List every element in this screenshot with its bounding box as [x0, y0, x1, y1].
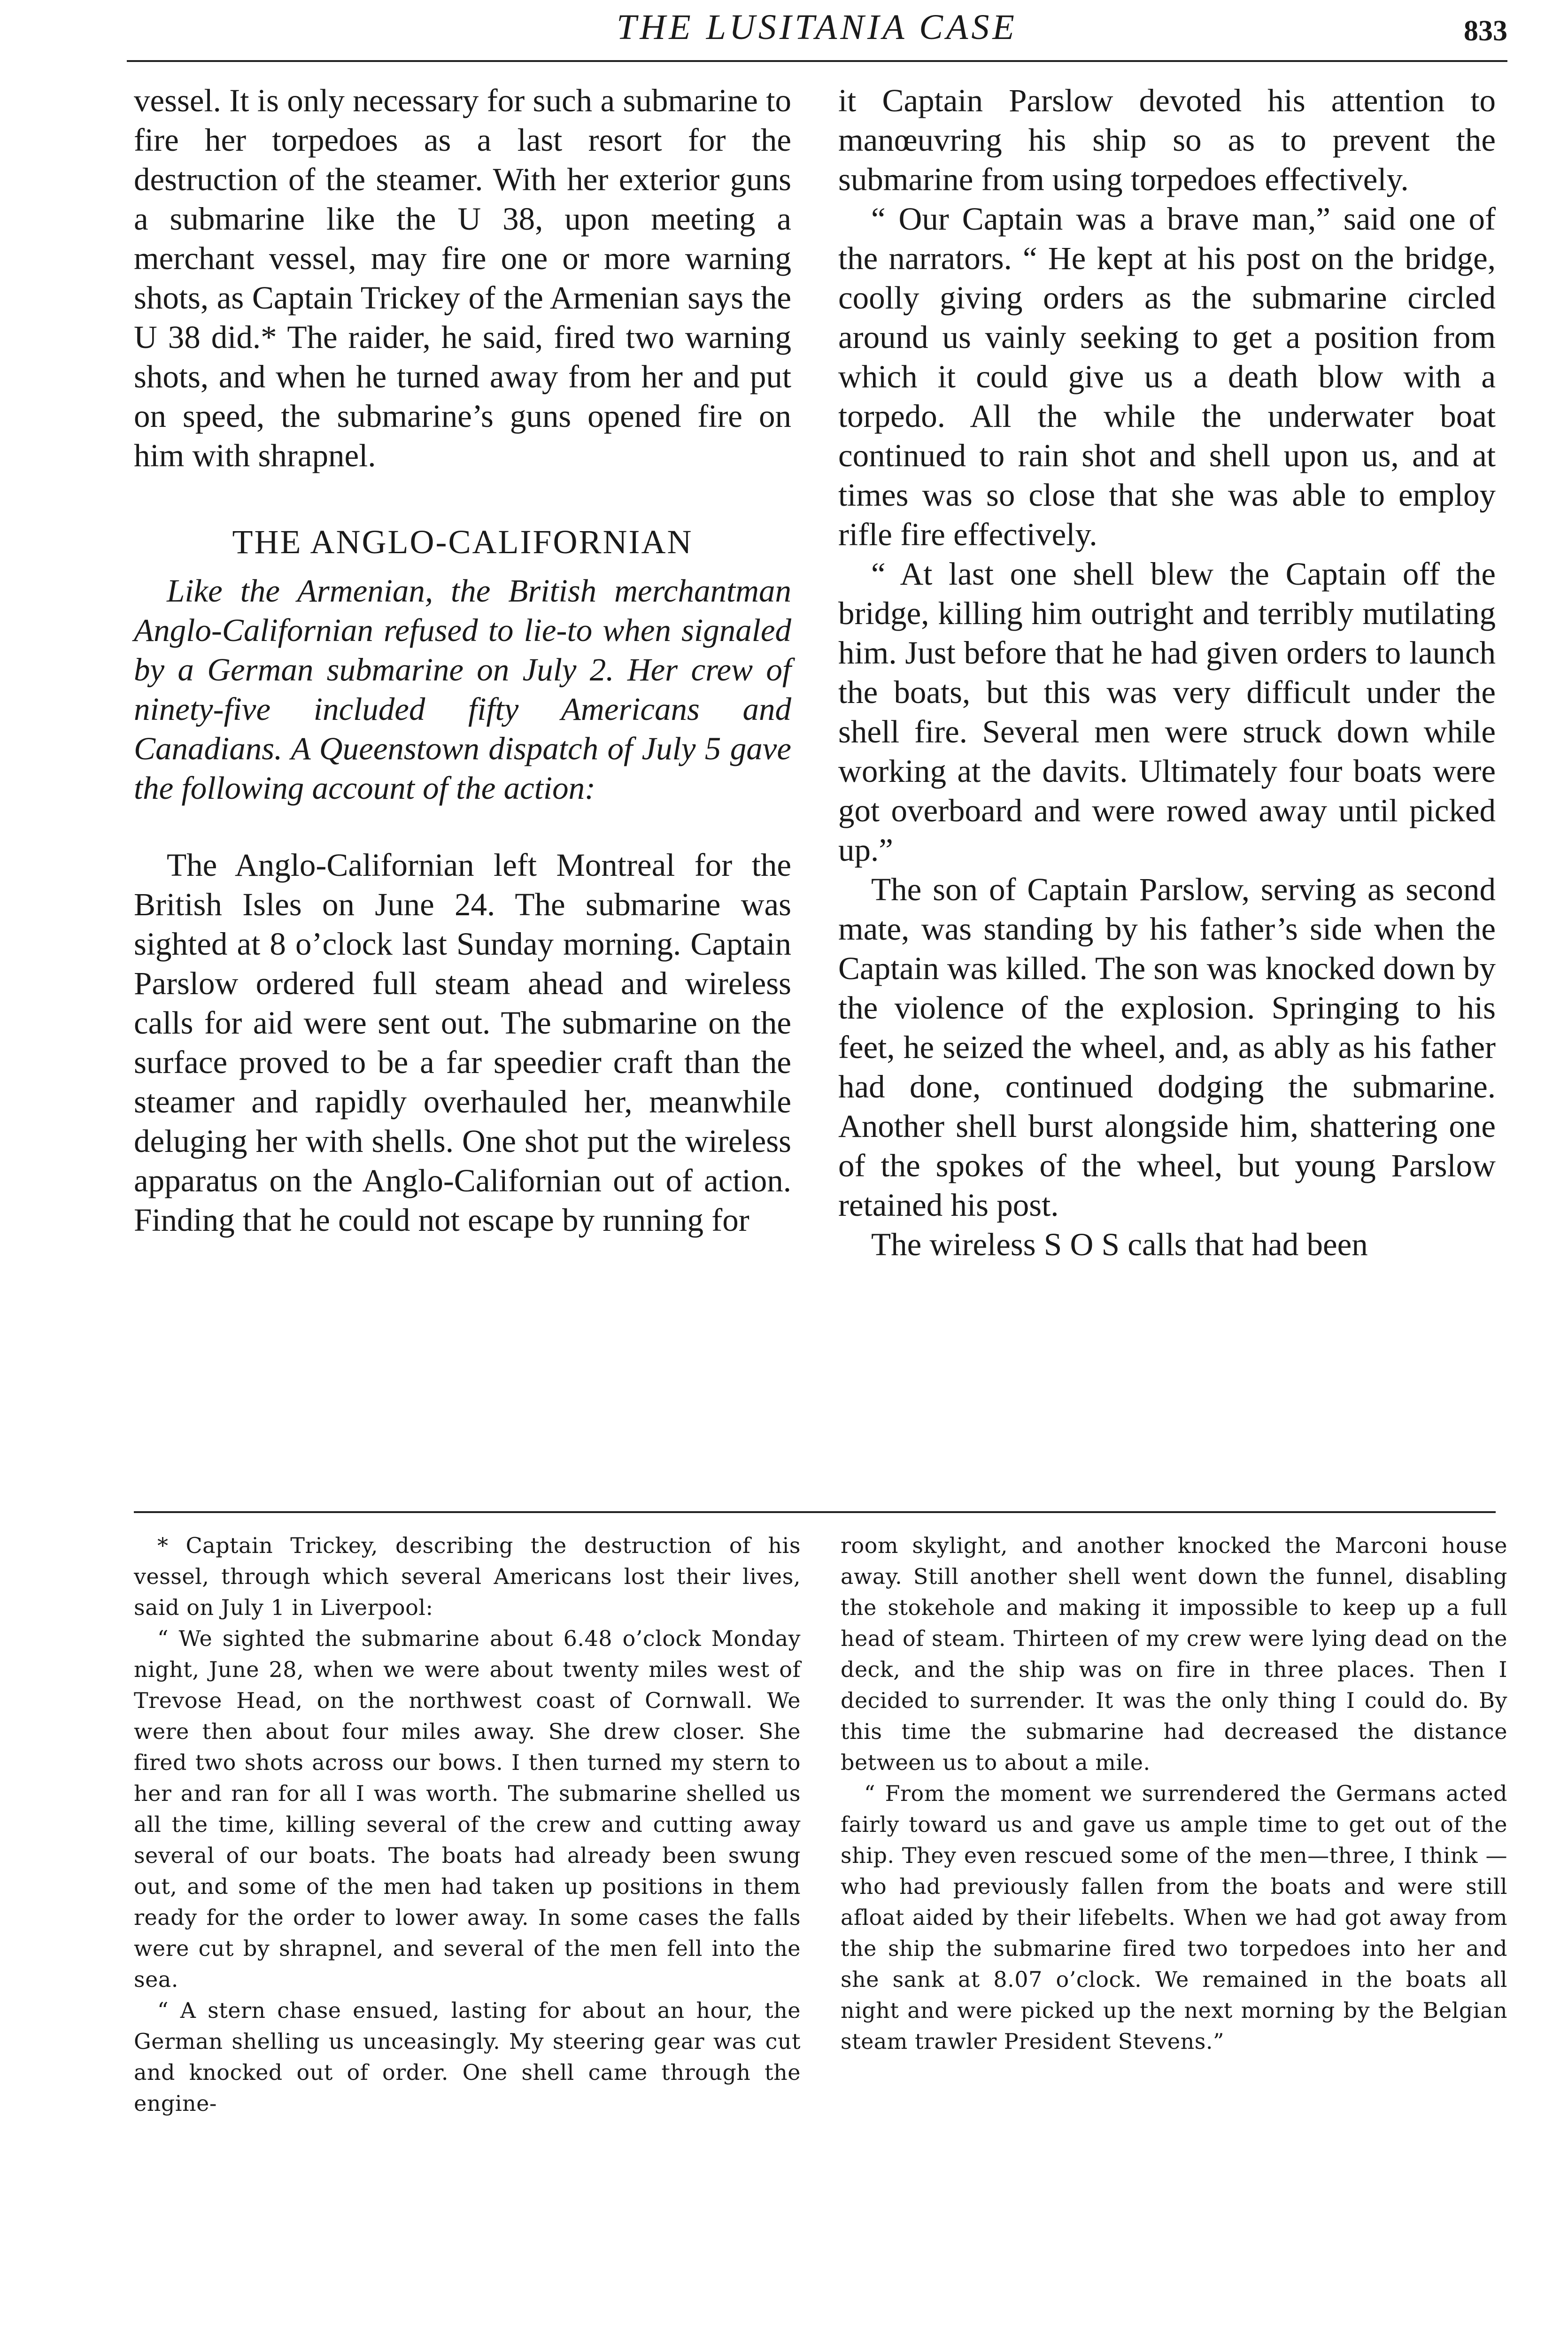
left-column	[134, 81, 791, 1240]
footnote-right-column	[841, 1530, 1507, 2057]
footnote-paragraph-5: “ From the moment we surrendered the Germans acted fairly toward us and gave us ample time to get out of the ship. They even rescued some of the men—three, I think —who had previously fallen from the boats and were still afloat aided by their lifebelts. When we had got away from the ship the submarine fired two torpedoes into her and she sank at 8.07 o’clock. We remained in the boats all night and were picked up the next morning by the Belgian steam trawler President Stevens.”	[841, 1781, 1507, 2054]
running-head	[127, 4, 1507, 60]
footnote-paragraph-1: * Captain Trickey, describing the destruction of his vessel, through which several Americans lost their lives, said on July 1 in Liverpool:	[134, 1533, 801, 1620]
footnote-left-column	[134, 1530, 801, 2119]
footnote-paragraph-4: room skylight, and another knocked the Marconi house away. Still another shell went down the funnel, disabling the stokehole and making it impossible to keep up a full head of steam. Thirteen of my crew were lying dead on the deck, and the ship was on fire in three places. Then I decided to surrender. It was the only thing I could do. By this time the submarine had decreased the distance between us to about a mile.	[841, 1533, 1507, 1775]
section-title: THE ANGLO-CALIFORNIAN	[232, 523, 693, 561]
header-rule	[127, 60, 1507, 62]
footnote-paragraph-3: “ A stern chase ensued, lasting for about an hour, the German shelling us unceasingly. My steering gear was cut and knocked out of order. One shell came through the engine-	[134, 1998, 801, 2116]
right-paragraph-5: The wireless S O S calls that had been	[871, 1227, 1368, 1262]
right-paragraph-2: “ Our Captain was a brave man,” said one of the narrators. “ He kept at his post on the bridge, coolly giving orders as the submarine circled around us vainly seeking to get a position from which it could give us a death blow with a torpedo. All the while the underwater boat continued to rain shot and shell upon us, and at times was so close that she was able to employ rifle fire effectively.	[838, 201, 1496, 552]
right-paragraph-4: The son of Captain Parslow, serving as second mate, was standing by his father’s side when the Captain was killed. The son was knocked down by the violence of the explosion. Springing to his feet, he seized the wheel, and, as ably as his father had done, continued dodging the submarine. Another shell burst alongside him, shattering one of the spokes of the wheel, but young Parslow retained his post.	[838, 872, 1496, 1223]
left-paragraph-2: The Anglo-Californian left Montreal for the British Isles on June 24. The submarine was sighted at 8 o’clock last Sunday morning. Captain Parslow ordered full steam ahead and wireless calls for aid were sent out. The submarine on the surface proved to be a far speedier craft than the steamer and rapidly overhauled her, meanwhile deluging her with shells. One shot put the wireless apparatus on the Anglo-Californian out of action. Finding that he could not escape by running for	[134, 847, 791, 1238]
left-paragraph-1: vessel. It is only necessary for such a submarine to fire her torpedoes as a last resort for the destruction of the steamer. With her exterior guns a submarine like the U 38, upon meeting a merchant vessel, may fire one or more warning shots, as Captain Trickey of the Armenian says the U 38 did.* The raider, he said, fired two warning shots, and when he turned away from her and put on speed, the submarine’s guns opened fire on him with shrapnel.	[134, 83, 791, 473]
page-number: 833	[1464, 15, 1507, 47]
right-column	[838, 81, 1496, 1264]
right-paragraph-3: “ At last one shell blew the Captain off the bridge, killing him outright and terribly mutilating him. Just before that he had given orders to launch the boats, but this was very difficult under the shell fire. Several men were struck down while working at the davits. Ultimately four boats were got overboard and were rowed away until picked up.”	[838, 556, 1496, 868]
section-intro: Like the Armenian, the British merchantman Anglo-Californian refused to lie-to when signaled by a German submarine on July 2. Her crew of ninety-five included fifty Americans and Canadians. A Queenstown dispatch of July 5 gave the following account of the action:	[134, 573, 791, 806]
right-paragraph-1: it Captain Parslow devoted his attention to manœuvring his ship so as to prevent the submarine from using torpedoes effectively.	[838, 83, 1496, 197]
footnote-rule	[134, 1511, 1496, 1513]
running-title: THE LUSITANIA CASE	[617, 8, 1018, 47]
footnote-paragraph-2: “ We sighted the submarine about 6.48 o’clock Monday night, June 28, when we were about twenty miles west of Trevose Head, on the northwest coast of Cornwall. We were then about four miles away. She drew closer. She fired two shots across our bows. I then turned my stern to her and ran for all I was worth. The submarine shelled us all the time, killing several of the crew and cutting away several of our boats. The boats had already been swung out, and some of the men had taken up positions in them ready for the order to lower away. In some cases the falls were cut by shrapnel, and several of the men fell into the sea.	[134, 1626, 801, 1992]
